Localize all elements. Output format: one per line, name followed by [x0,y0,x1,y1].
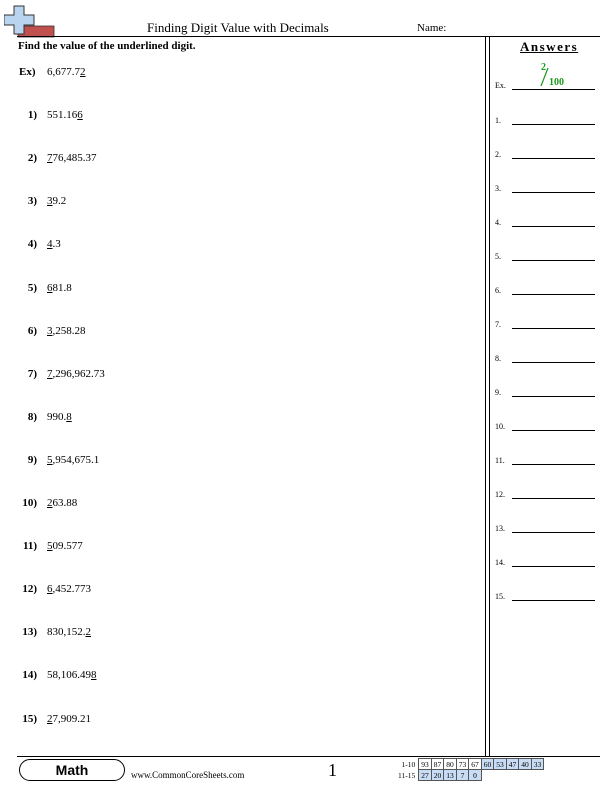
value-text: 09.577 [52,540,83,553]
name-label: Name: [417,22,447,34]
answer-line[interactable] [512,362,595,363]
value-text: ,258.28 [52,324,86,337]
score-empty-cell [506,770,519,781]
score-cell: 7 [456,770,469,781]
score-cell: 53 [494,759,507,770]
problem-item [0,368,480,384]
score-empty-cell [494,770,507,781]
value-text: ,296,962.73 [52,367,105,380]
underlined-digit: 8 [66,410,72,423]
score-row [396,759,544,770]
problem-number: 7) [27,367,37,380]
score-cell: 33 [531,759,544,770]
score-cell: 0 [469,770,482,781]
problem-number: 14) [22,669,37,682]
value-text: ,452.773 [52,583,91,596]
answer-blank-15[interactable] [495,587,595,601]
problem-number-value [47,411,72,423]
example-problem [0,66,480,82]
problem-number: 12) [22,583,37,596]
value-text: 6,677.7 [47,66,80,78]
problem-item [0,282,480,298]
answer-blank-9[interactable] [495,383,595,397]
answer-blank-14[interactable] [495,553,595,567]
underlined-digit: 2 [47,497,53,509]
underlined-digit: 7 [47,367,53,380]
underlined-digit: 2 [80,66,86,78]
answer-line[interactable] [512,566,595,567]
column-divider [489,36,490,756]
underlined-digit: 5 [47,453,53,466]
score-empty-cell [531,770,544,781]
problem-number-value [47,583,91,595]
problem-item [0,152,480,168]
value-text: 990. [47,410,67,423]
value-text: 58,106.49 [47,669,91,682]
value-text: .3 [52,238,61,251]
underlined-digit: 2 [47,712,53,725]
answer-blank-2[interactable] [495,145,595,159]
answer-label: 11. [495,456,505,465]
answer-blank-7[interactable] [495,315,595,329]
problem-number: 6) [27,324,37,337]
score-cell: 20 [431,770,444,781]
problem-number-value [47,540,83,552]
score-row-label: 1-10 [401,759,416,769]
problem-item [0,713,480,729]
website-link[interactable]: www.CommonCoreSheets.com [131,770,245,780]
answer-line[interactable] [512,226,595,227]
score-cell: 47 [506,759,519,770]
problem-item [0,195,480,211]
underlined-digit: 7 [47,152,53,165]
underlined-digit: 2 [85,626,91,639]
example-answer-fraction [535,62,571,90]
underlined-digit: 8 [91,669,97,682]
answer-line[interactable] [512,158,595,159]
problem-item [0,109,480,125]
answer-blank-8[interactable] [495,349,595,363]
answer-label: 4. [495,218,501,227]
answer-line[interactable] [512,430,595,431]
underlined-digit: 4 [47,238,53,251]
underlined-digit: 3 [47,324,53,337]
answer-label: 12. [495,490,505,499]
problem-number: 5) [27,281,37,294]
answer-line[interactable] [512,498,595,499]
answer-label: 13. [495,524,505,533]
answer-line[interactable] [512,260,595,261]
problem-number-value [47,454,99,466]
underlined-digit: 3 [47,195,53,208]
problem-number: 8) [27,410,37,423]
page-title: Finding Digit Value with Decimals [147,20,329,35]
problem-number-value [47,626,91,638]
problem-number-value [47,497,77,509]
underlined-digit: 6 [47,281,53,294]
value-text: 81.8 [52,281,72,294]
problem-item [0,238,480,254]
problem-number: 3) [27,195,37,208]
problem-item [0,626,480,642]
answer-label: 14. [495,558,505,567]
problem-item [0,669,480,685]
value-text: 76,485.37 [52,152,97,165]
problem-number-value [47,195,66,207]
answer-label: 10. [495,422,505,431]
problem-number: 11) [22,540,37,553]
answer-label: 6. [495,286,501,295]
score-cell: 67 [469,759,482,770]
problem-number-value [47,66,86,78]
answer-blank-6[interactable] [495,281,595,295]
answer-line[interactable] [512,464,595,465]
answer-label: 9. [495,388,501,397]
problem-number-value [47,669,97,681]
header-rule [17,36,600,37]
score-key-table [396,758,544,781]
answer-label: 5. [495,252,501,261]
problem-item [0,325,480,341]
answer-blank-1[interactable] [495,111,595,125]
problem-number: 10) [22,497,37,509]
value-text: 63.88 [52,497,78,509]
score-cell: 40 [519,759,532,770]
fraction-numerator: 2 [541,62,546,73]
math-badge: Math [19,759,125,781]
answer-line[interactable] [512,294,595,295]
score-empty-cell [519,770,532,781]
answer-label: 7. [495,320,501,329]
problem-item [0,583,480,599]
answer-blank-10[interactable] [495,417,595,431]
problem-number-value [47,109,83,121]
problem-number: 2) [27,152,37,165]
problem-number-value [47,238,61,250]
value-text: ,954,675.1 [52,453,100,466]
answer-blank-5[interactable] [495,247,595,261]
score-row [396,770,544,781]
score-cell: 87 [431,759,444,770]
problem-number: 1) [27,109,37,122]
score-cell: 80 [444,759,457,770]
problem-number-value [47,325,86,337]
underlined-digit: 5 [47,540,53,553]
page-number: 1 [328,760,337,780]
score-cell: 60 [481,759,494,770]
problem-number-value [47,713,91,725]
answer-line[interactable] [512,532,595,533]
problem-number: 4) [27,238,37,251]
value-text: 7,909.21 [52,712,91,725]
answers-heading: Answers [520,39,579,54]
score-cell: 93 [419,759,432,770]
problem-number-value [47,282,72,294]
answer-blank-4[interactable] [495,213,595,227]
answer-line[interactable] [512,328,595,329]
answer-blank-3[interactable] [495,179,595,193]
answer-label: 3. [495,184,501,193]
answer-blank-13[interactable] [495,519,595,533]
score-cell: 27 [419,770,432,781]
score-row-label: 11-15 [398,770,416,780]
score-cell: 13 [444,770,457,781]
fraction-denominator: 100 [549,77,564,88]
answer-line[interactable] [512,192,595,193]
answer-line[interactable] [512,600,595,601]
problem-item [0,411,480,427]
answer-blank-12[interactable] [495,485,595,499]
problem-item [0,497,480,513]
column-divider [485,36,486,756]
problem-number: 15) [22,712,37,725]
footer-rule [17,756,600,757]
answer-line[interactable] [512,396,595,397]
problem-number: 13) [22,626,37,639]
problem-item [0,454,480,470]
value-text: 551.16 [47,109,78,122]
problem-number-value [47,368,105,380]
plus-logo-icon [4,4,56,38]
value-text: 9.2 [52,195,67,208]
answer-blank-11[interactable] [495,451,595,465]
answer-line[interactable] [512,124,595,125]
score-cell: 73 [456,759,469,770]
score-empty-cell [481,770,494,781]
underlined-digit: 6 [77,109,83,122]
problem-item [0,540,480,556]
problem-number: 9) [27,453,37,466]
answer-label: 15. [495,592,505,601]
problem-number: Ex) [19,66,36,78]
answer-label: 8. [495,354,501,363]
value-text: 830,152. [47,626,86,639]
problem-number-value [47,152,97,164]
answer-label: 1. [495,116,501,125]
instructions: Find the value of the underlined digit. [18,40,196,52]
answer-label: 2. [495,150,501,159]
answer-example-label: Ex. [495,81,506,90]
underlined-digit: 6 [47,583,53,596]
